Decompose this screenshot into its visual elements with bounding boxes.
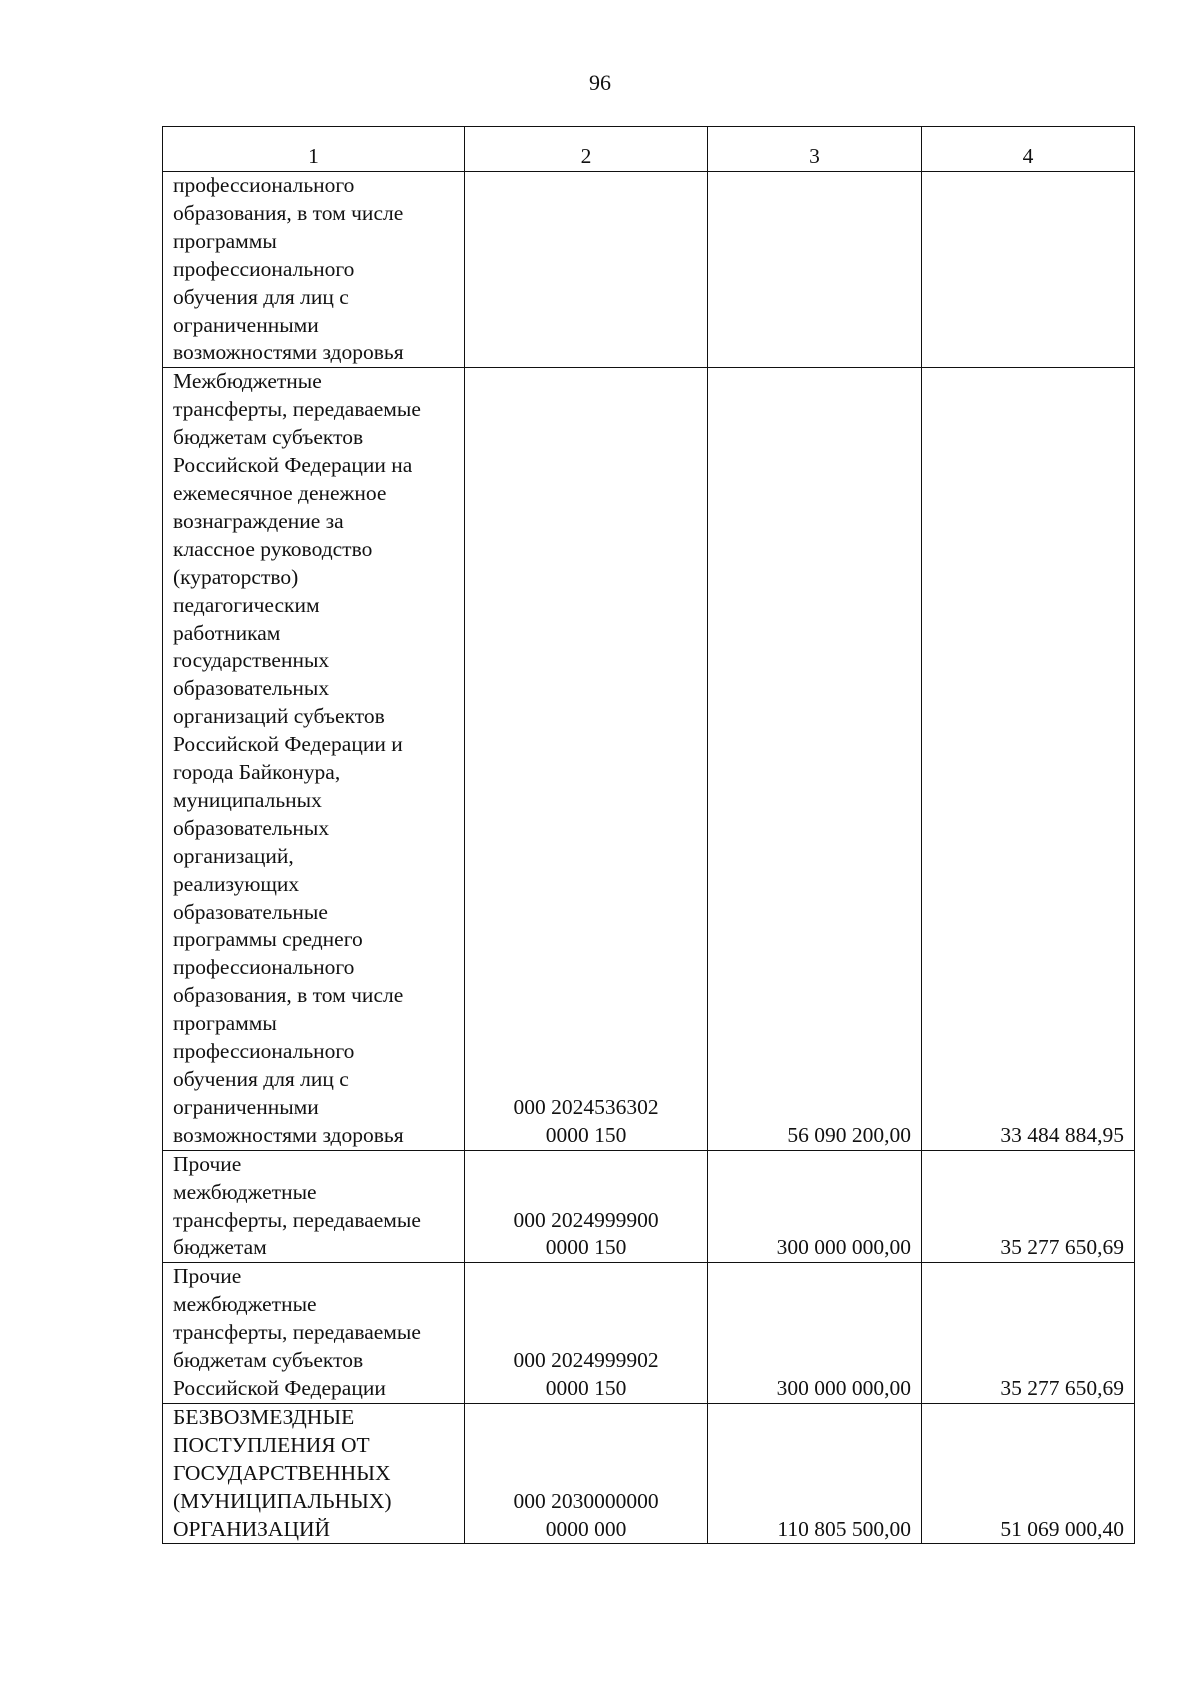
row-actual-value: 51 069 000,40 xyxy=(922,1403,1135,1544)
row-code: 000 2024999900 0000 150 xyxy=(465,1150,708,1263)
table-row xyxy=(163,1263,1135,1404)
row-code: 000 2024536302 0000 150 xyxy=(465,368,708,1150)
row-plan-value: 110 805 500,00 xyxy=(708,1403,922,1544)
row-code xyxy=(465,172,708,368)
row-plan-value xyxy=(708,172,922,368)
column-header-1: 1 xyxy=(163,127,465,172)
row-name: Межбюджетные трансферты, передаваемые бюджетам субъектов Российской Федерации на ежемесячное денежное вознаграждение за классное руководство (кураторство) педагогическим работникам государственных образовательных организаций субъектов Российской Федерации и города Байконура, муниципальных образовательных организаций, реализующих образовательные программы среднего профессионального образования, в том числе программы профессионального обучения для лиц с ограниченными возможностями здоровья xyxy=(163,368,465,1150)
column-header-3: 3 xyxy=(708,127,922,172)
row-code: 000 2024999902 0000 150 xyxy=(465,1263,708,1404)
row-plan-value: 300 000 000,00 xyxy=(708,1263,922,1404)
row-actual-value xyxy=(922,172,1135,368)
column-header-4: 4 xyxy=(922,127,1135,172)
row-actual-value: 33 484 884,95 xyxy=(922,368,1135,1150)
row-plan-value: 56 090 200,00 xyxy=(708,368,922,1150)
budget-table xyxy=(162,126,1135,1544)
table-row xyxy=(163,368,1135,1150)
row-actual-value: 35 277 650,69 xyxy=(922,1150,1135,1263)
row-name: Прочие межбюджетные трансферты, передаваемые бюджетам субъектов Российской Федерации xyxy=(163,1263,465,1404)
column-header-2: 2 xyxy=(465,127,708,172)
page-number: 96 xyxy=(589,70,611,95)
table-row xyxy=(163,1150,1135,1263)
row-plan-value: 300 000 000,00 xyxy=(708,1150,922,1263)
table-row xyxy=(163,172,1135,368)
header-row xyxy=(163,127,1135,172)
row-name: БЕЗВОЗМЕЗДНЫЕ ПОСТУПЛЕНИЯ ОТ ГОСУДАРСТВЕННЫХ (МУНИЦИПАЛЬНЫХ) ОРГАНИЗАЦИЙ xyxy=(163,1403,465,1544)
row-name: Прочие межбюджетные трансферты, передаваемые бюджетам xyxy=(163,1150,465,1263)
table-row xyxy=(163,1403,1135,1544)
row-code: 000 2030000000 0000 000 xyxy=(465,1403,708,1544)
row-actual-value: 35 277 650,69 xyxy=(922,1263,1135,1404)
row-name: профессионального образования, в том числе программы профессионального обучения для лиц с ограниченными возможностями здоровья xyxy=(163,172,465,368)
